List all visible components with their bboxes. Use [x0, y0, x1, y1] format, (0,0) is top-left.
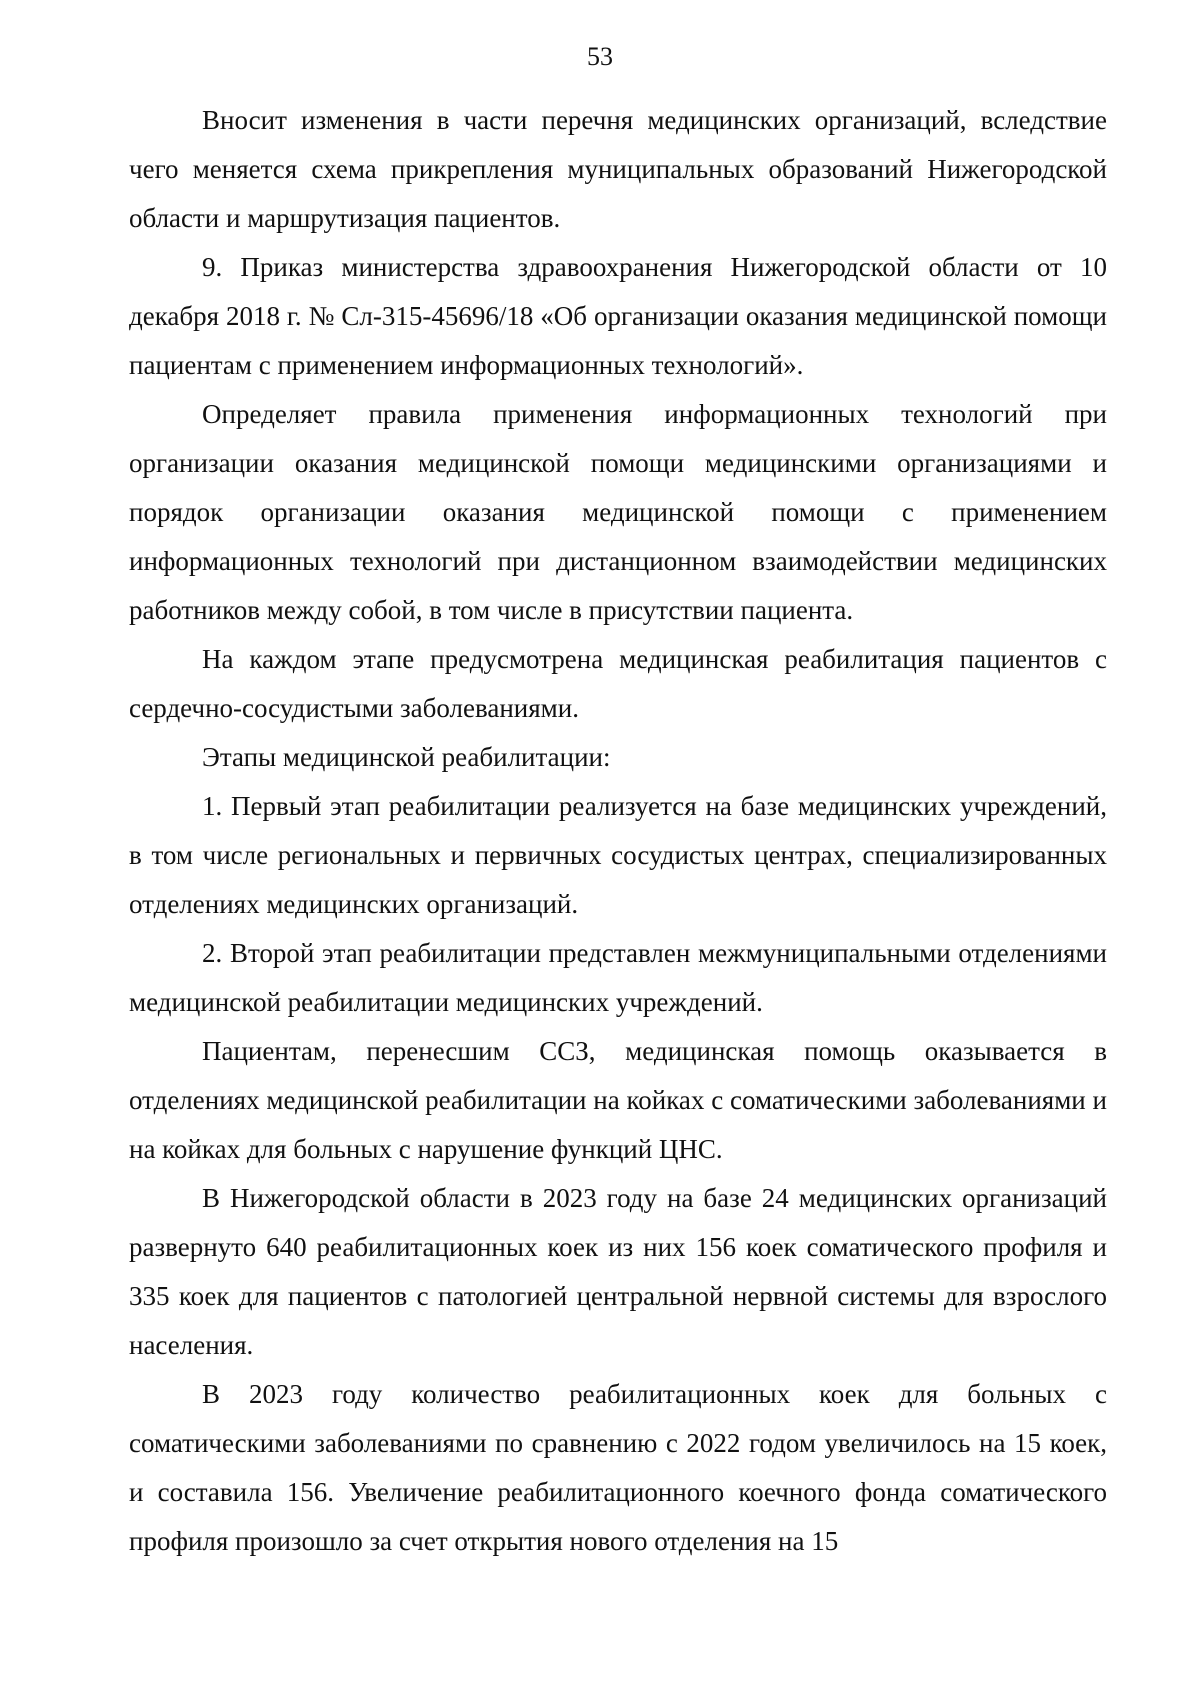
paragraph: 9. Приказ министерства здравоохранения Нижегородской области от 10 декабря 2018 г. № Сл-315-45696/18 «Об организации оказания медицинской помощи пациентам с применением информационных технологий».	[129, 252, 1107, 380]
paragraph: Пациентам, перенесшим ССЗ, медицинская помощь оказывается в отделениях медицинской реабилитации на койках с соматическими заболеваниями и на койках для больных с нарушение функций ЦНС.	[129, 1036, 1107, 1164]
paragraph: Вносит изменения в части перечня медицинских организаций, вследствие чего меняется схема прикрепления муниципальных образований Нижегородской области и маршрутизация пациентов.	[129, 105, 1107, 233]
paragraph: В Нижегородской области в 2023 году на базе 24 медицинских организаций развернуто 640 реабилитационных коек из них 156 коек соматического профиля и 335 коек для пациентов с патологией центральной нервной системы для взрослого населения.	[129, 1183, 1107, 1360]
paragraph: 2. Второй этап реабилитации представлен межмуниципальными отделениями медицинской реабилитации медицинских учреждений.	[129, 938, 1107, 1017]
page-number: 53	[587, 42, 613, 71]
paragraph: В 2023 году количество реабилитационных коек для больных с соматическими заболеваниями по сравнению с 2022 годом увеличилось на 15 коек, и составила 156. Увеличение реабилитационного коечного фонда соматического профиля произошло за счет открытия нового отделения на 15	[129, 1379, 1107, 1556]
document-body	[129, 96, 1107, 1566]
paragraph: На каждом этапе предусмотрена медицинская реабилитация пациентов с сердечно-сосудистыми заболеваниями.	[129, 644, 1107, 723]
paragraph: Этапы медицинской реабилитации:	[202, 742, 611, 772]
paragraph: Определяет правила применения информационных технологий при организации оказания медицинской помощи медицинскими организациями и порядок организации оказания медицинской помощи с применением информационных технологий при дистанционном взаимодействии медицинских работников между собой, в том числе в присутствии пациента.	[129, 399, 1107, 625]
paragraph: 1. Первый этап реабилитации реализуется на базе медицинских учреждений, в том числе региональных и первичных сосудистых центрах, специализированных отделениях медицинских организаций.	[129, 791, 1107, 919]
